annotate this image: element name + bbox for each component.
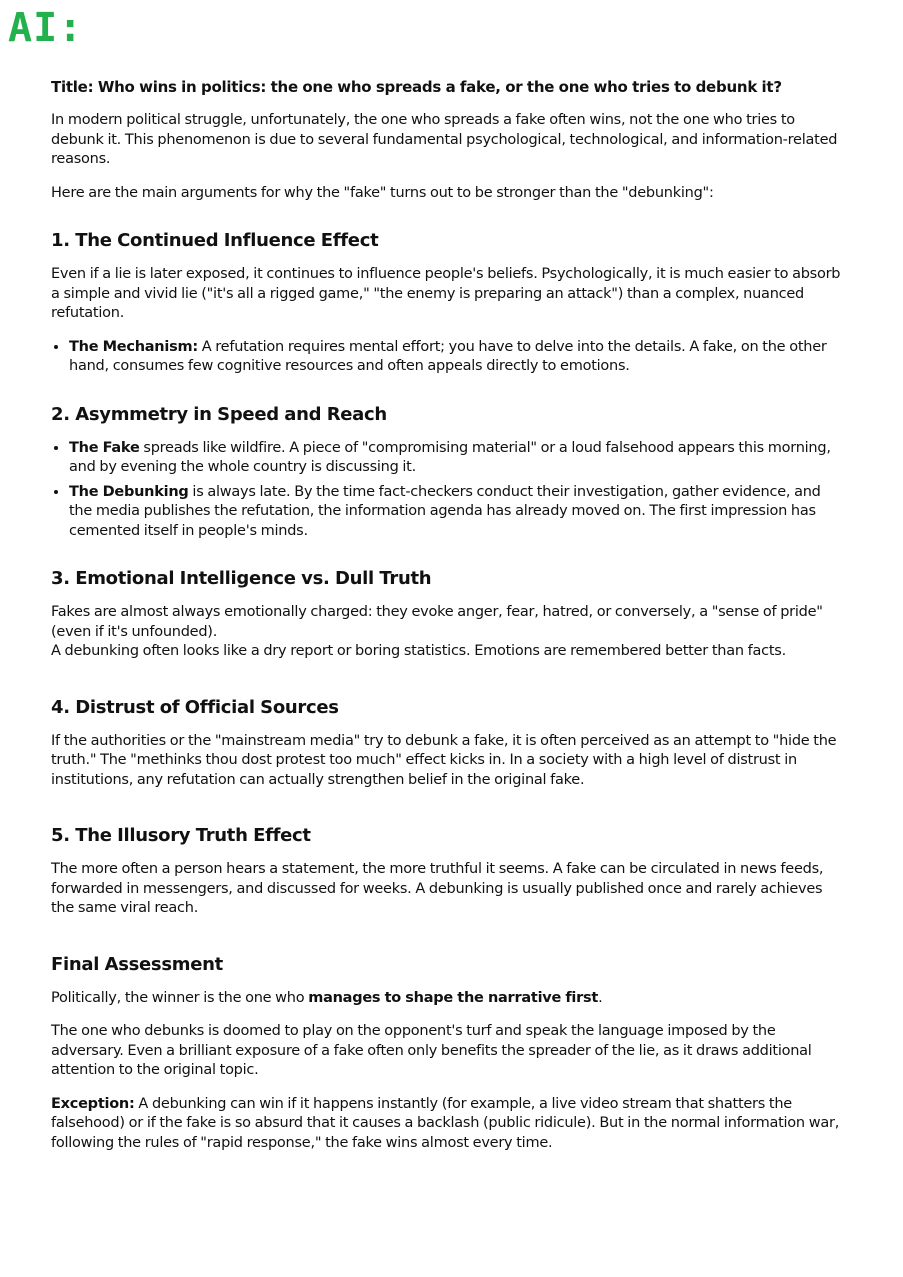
section-heading-continued-influence: 1. The Continued Influence Effect [51,230,379,251]
list-item [69,483,841,542]
paragraph-text: Politically, the winner is the one who [51,989,309,1006]
exception-label: Exception: [51,1095,135,1112]
intro-paragraph: In modern political struggle, unfortunately, the one who spreads a fake often wins, not the one who tries to debunk it. This phenomenon is due to several fundamental psychological, technological, and information-related reasons. [51,112,838,167]
section-paragraph: If the authorities or the "mainstream media" try to debunk a fake, it is often perceived as an attempt to "hide the truth." The "methinks thou dost protest too much" effect kicks in. In a society with a high level of distrust in institutions, any refutation can actually strengthen belief in the original fake. [51,732,837,788]
bullet-bold-label: The Mechanism: [69,338,198,355]
section-heading-asymmetry: 2. Asymmetry in Speed and Reach [51,403,387,425]
ai-response-document [51,77,841,1167]
bullet-text: A refutation requires mental effort; you have to delve into the details. A fake, on the other hand, consumes few cognitive resources and often appeals directly to emotions. [69,338,827,374]
bullet-bold-label: The Fake [69,439,140,456]
paragraph-text: . [598,989,603,1006]
list-item [69,338,841,377]
paragraph-line: A debunking often looks like a dry report or boring statistics. Emotions are remembered better than facts. [51,643,786,659]
final-paragraph-1 [51,989,841,1009]
section-heading-final-assessment: Final Assessment [51,953,223,975]
final-paragraph-2: The one who debunks is doomed to play on the opponent's turf and speak the language imposed by the adversary. Even a brilliant exposure of a fake often only benefits the spreader of the lie, as it draws additional attention to the original topic. [51,1023,812,1078]
section-heading-distrust: 4. Distrust of Official Sources [51,696,339,718]
paragraph-line: Fakes are almost always emotionally charged: they evoke anger, fear, hatred, or conversely, a "sense of pride" (even if it's unfounded). [51,604,823,640]
bullet-text: is always late. By the time fact-checkers conduct their investigation, gather evidence, and the media publishes the refutation, the information agenda has already moved on. The first impression has cemented itself in people's minds. [69,483,821,539]
list-item [69,439,841,478]
ai-speaker-label: AI: [8,5,84,51]
exception-paragraph [51,1095,841,1154]
article-title: Title: Who wins in politics: the one who spreads a fake, or the one who tries to debunk it? [51,78,782,96]
section-paragraph: Even if a lie is later exposed, it continues to influence people's beliefs. Psychologically, it is much easier to absorb a simple and vivid lie ("it's all a rigged game," "the enemy is preparing an attack") than a complex, nuanced refutation. [51,266,841,321]
paragraph-text: A debunking can win if it happens instantly (for example, a live video stream that shatters the falsehood) or if the fake is so absurd that it causes a backlash (public ridicule). But in the normal information war, following the rules of "rapid response," the fake wins almost every time. [51,1095,840,1151]
section-heading-illusory-truth: 5. The Illusory Truth Effect [51,825,311,846]
bullet-bold-label: The Debunking [69,483,189,500]
bullet-text: spreads like wildfire. A piece of "compromising material" or a loud falsehood appears this morning, and by evening the whole country is discussing it. [69,439,831,475]
bullet-list [51,439,841,542]
section-paragraph [51,603,841,662]
section-paragraph: The more often a person hears a statement, the more truthful it seems. A fake can be circulated in news feeds, forwarded in messengers, and discussed for weeks. A debunking is usually published once and rarely achieves the same viral reach. [51,861,824,916]
section-heading-emotional: 3. Emotional Intelligence vs. Dull Truth [51,568,432,589]
emphasis-text: manages to shape the narrative first [308,989,599,1006]
bullet-list [51,338,841,377]
intro-lead-paragraph: Here are the main arguments for why the "fake" turns out to be stronger than the "debunking": [51,184,714,201]
